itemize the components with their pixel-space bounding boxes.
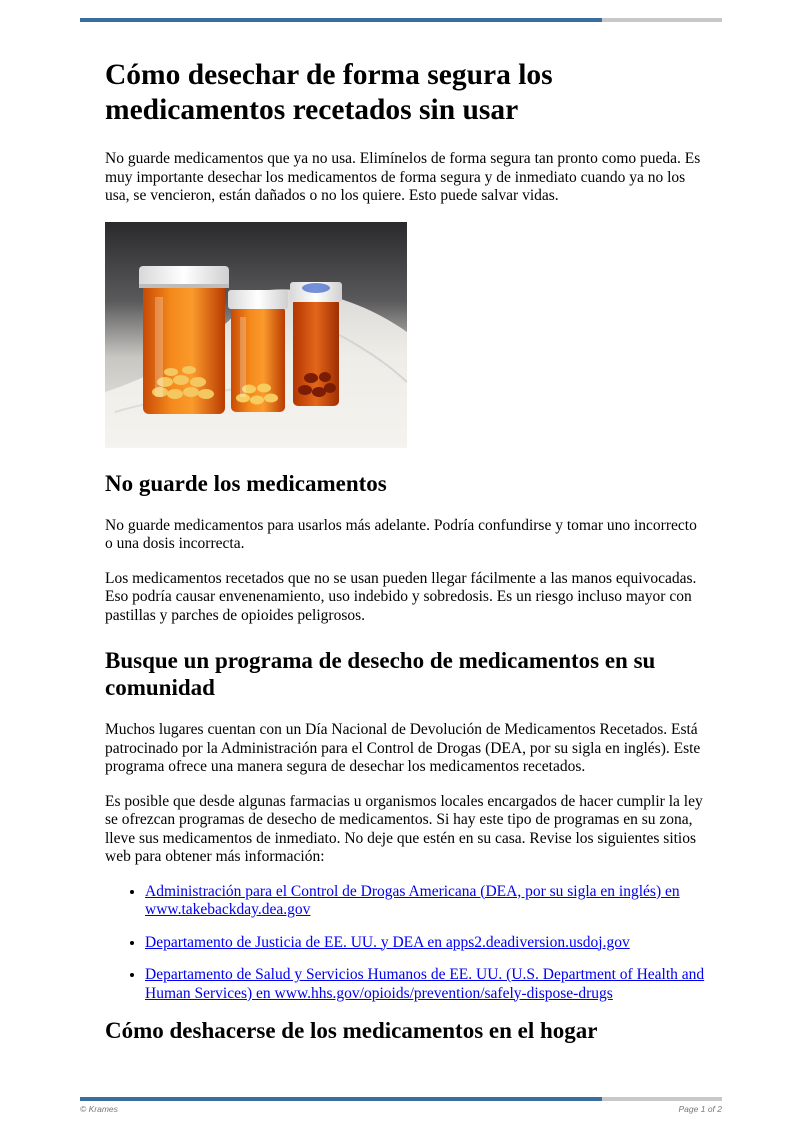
intro-paragraph: No guarde medicamentos que ya no usa. Elimínelos de forma segura tan pronto como pueda. Es muy importante desechar los medicamentos de forma segura y de inmediato cuando ya no los usa, se vencieron, están dañados o no los quiere. Esto puede salvar vidas. <box>105 150 701 204</box>
page-title: Cómo desechar de forma segura los medicamentos recetados sin usar <box>105 59 553 126</box>
footer-copyright: © Krames <box>80 1104 118 1114</box>
section2-paragraph-1: Muchos lugares cuentan con un Día Nacional de Devolución de Medicamentos Recetados. Está patrocinado por la Administración para el Control de Drogas (DEA, por su sigla en inglés). Este programa ofrece una manera segura de desechar los medicamentos recetados. <box>105 721 701 775</box>
resource-link-list <box>105 883 705 1004</box>
section-heading-community-program: Busque un programa de desecho de medicamentos en su comunidad <box>105 648 656 700</box>
bottom-rule <box>80 1097 722 1101</box>
list-item <box>145 966 705 1003</box>
link-doj-dea[interactable]: Departamento de Justicia de EE. UU. y DEA en apps2.deadiversion.usdoj.gov <box>145 933 630 951</box>
pill-bottles-photo <box>105 222 407 448</box>
section-heading-storage: No guarde los medicamentos <box>105 470 387 496</box>
link-hhs[interactable]: Departamento de Salud y Servicios Humanos de EE. UU. (U.S. Department of Health and Human Services) en www.hhs.gov/opioids/prevention/safely-dispose-drugs <box>145 966 705 1002</box>
top-rule <box>80 18 722 22</box>
link-dea-takeback[interactable]: Administración para el Control de Drogas Americana (DEA, por su sigla en inglés) en www.takebackday.dea.gov <box>145 882 680 918</box>
bottom-rule-accent <box>80 1097 602 1101</box>
top-rule-accent <box>80 18 602 22</box>
section2-paragraph-2: Es posible que desde algunas farmacias u organismos locales encargados de hacer cumplir la ley se ofrezcan programas de desecho de medicamentos. Si hay este tipo de programas en su zona, lleve sus medicamentos de inmediato. No deje que estén en su casa. Revise los siguientes sitios web para obtener más información: <box>105 792 703 865</box>
list-item <box>145 883 705 920</box>
document-body <box>105 58 705 1064</box>
section1-paragraph-1: No guarde medicamentos para usarlos más adelante. Podría confundirse y tomar uno incorrecto o una dosis incorrecta. <box>105 516 697 552</box>
footer-page-number: Page 1 of 2 <box>678 1104 722 1114</box>
section1-paragraph-2: Los medicamentos recetados que no se usan pueden llegar fácilmente a las manos equivocadas. Eso podría causar envenenamiento, uso indebido y sobredosis. Es un riesgo incluso mayor con pastillas y parches de opioides peligrosos. <box>105 569 697 624</box>
section-heading-home-disposal: Cómo deshacerse de los medicamentos en el hogar <box>105 1018 598 1043</box>
list-item <box>145 934 705 953</box>
